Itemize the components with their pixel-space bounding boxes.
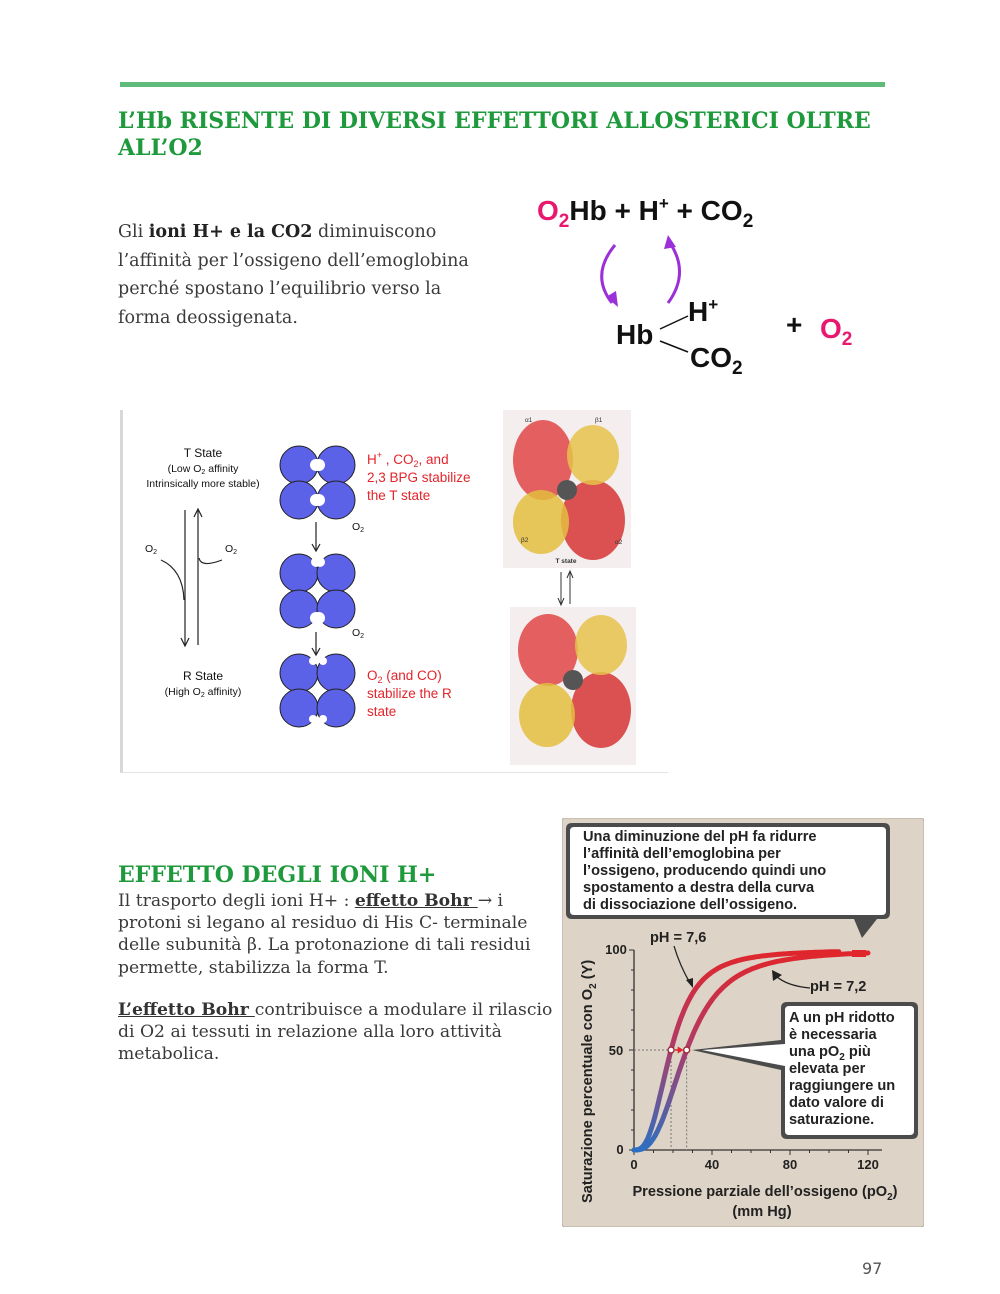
x-tick-label-120: 120 <box>857 1157 879 1172</box>
t-r-state-figure <box>120 410 668 773</box>
bohr-p1-suffix: → i protoni si legano al residuo di His C- terminale delle subunità β. La protonazione di tali residui permette, stabilizza la forma T. <box>118 891 531 978</box>
eq-plus: + <box>786 309 803 340</box>
eq-hb-h: Hb + H <box>569 195 659 226</box>
o2-right-label: O <box>224 543 234 555</box>
bohr-effect-chart <box>562 818 924 1227</box>
eq-arrow-up-icon <box>668 243 680 303</box>
effetto-bohr-link-2[interactable]: L’effetto Bohr <box>118 1000 255 1020</box>
x-tick-label-0: 0 <box>630 1157 638 1172</box>
eq-o2-o: O <box>537 195 559 226</box>
y-axis-label: Saturazione percentuale con O <box>580 988 596 1203</box>
eq-bound-h-plus: + <box>708 295 719 314</box>
p50-marker <box>668 1047 674 1053</box>
x-axis-label-sub: 2 <box>887 1192 893 1203</box>
t-low-pre: (Low O <box>167 463 202 475</box>
eq-o2-sub: 2 <box>558 211 570 232</box>
r-state-tetramer <box>280 654 355 727</box>
y-tick-label-50: 50 <box>608 1043 624 1058</box>
series-label-ph72: pH = 7,2 <box>810 979 867 995</box>
red-co2-sub: 2 <box>413 459 419 469</box>
series-label-ph76: pH = 7,6 <box>650 930 707 946</box>
callout-right-line5: raggiungere un <box>789 1078 896 1094</box>
svg-text:O2 <box>225 543 237 556</box>
eq-bound-co: CO <box>690 342 732 373</box>
t-caption: T state <box>555 558 577 565</box>
svg-text:O2 <box>352 521 364 534</box>
callout-right-sub: 2 <box>839 1052 845 1063</box>
svg-text:O2 <box>352 627 364 640</box>
t-state-binding-sites <box>310 459 325 506</box>
r-state-structure-image <box>510 607 636 765</box>
y-tick-label-100: 100 <box>605 942 627 957</box>
svg-text:CO2 <box>690 342 743 379</box>
step-arrows <box>312 522 320 655</box>
x-axis-label-end: ) <box>892 1184 898 1200</box>
o2-step2-sub: 2 <box>360 633 365 640</box>
bohr-section-title: EFFETTO DEGLI IONI H+ <box>118 862 437 888</box>
o2-step2-label: O <box>351 627 361 639</box>
t-r-state-svg <box>123 410 668 772</box>
svg-text:H+ , CO2, and <box>367 450 449 469</box>
y-axis-label-end: (Y) <box>580 959 596 984</box>
callout-right-line4: elevata per <box>789 1061 866 1077</box>
eq-bound-co2-sub: 2 <box>732 358 743 379</box>
section-title-line1: L’Hb RISENTE DI DIVERSI EFFETTORI ALLOSTERICI OLTRE <box>118 108 871 134</box>
bohr-paragraph-2 <box>118 999 558 1066</box>
svg-text:O2Hb + H+ + CO2 <box>537 194 753 232</box>
callout-right-line6: dato valore di <box>789 1095 884 1111</box>
y-axis-label-sub: 2 <box>588 983 599 989</box>
callout-right-line2: è necessaria <box>789 1027 877 1043</box>
intro-suffix: diminuiscono l’affinità per l’ossigeno dell’emoglobina perché spostano l’equilibrio verso la forma deossigenata. <box>118 222 469 328</box>
t-state-structure-image <box>503 410 631 568</box>
red-and-co-label: (and CO) <box>382 668 442 683</box>
effetto-bohr-link[interactable]: effetto Bohr <box>354 891 478 911</box>
alpha1-label: α1 <box>525 417 533 424</box>
red-and-label: , and <box>418 452 449 467</box>
eq-bound-h: H <box>688 296 709 327</box>
callout-right-line3: una pO <box>789 1044 840 1060</box>
callout-top-line4: spostamento a destra della curva <box>583 880 815 896</box>
red-stabilize-r-label: stabilize the R <box>367 686 452 701</box>
bohr-paragraph-1 <box>118 890 558 979</box>
red-bpg-label: 2,3 BPG stabilize <box>367 470 471 485</box>
beta1-label: β1 <box>595 417 603 424</box>
bohr-p2-suffix: contribuisce a modulare il rilascio di O2 ai tessuti in relazione alla loro attività metabolica. <box>118 1000 553 1065</box>
callout-right-line1: A un pH ridotto <box>789 1010 895 1026</box>
eq-deoxy-hb: Hb <box>616 319 654 350</box>
page-number: 97 <box>862 1259 883 1278</box>
x-tick-label-40: 40 <box>704 1157 720 1172</box>
x-axis-label: Pressione parziale dell’ossigeno (pO <box>632 1184 888 1200</box>
eq-arrowhead-up-icon <box>664 235 676 249</box>
eq-co: + CO <box>668 195 743 226</box>
eq-bond-h <box>660 316 688 329</box>
intro-prefix: Gli <box>118 222 149 242</box>
red-h-label: H <box>367 452 377 467</box>
r-high-post: affinity) <box>204 686 242 698</box>
eq-free-o: O <box>820 313 842 344</box>
p50-marker <box>684 1047 690 1053</box>
intro-bold: ioni H+ e la CO2 <box>148 222 313 242</box>
structure-equilibrium-arrows <box>558 571 573 605</box>
callout-top-line1: Una diminuzione del pH fa ridurre <box>583 829 817 845</box>
intro-paragraph <box>118 218 488 332</box>
svg-text:(Low O2 affinity <box>168 463 240 476</box>
o2-step1-label: O <box>351 521 361 533</box>
o2-left-label: O <box>144 543 154 555</box>
alpha2-label: α2 <box>615 539 623 546</box>
p50-markers <box>668 1047 690 1054</box>
o2-right-sub: 2 <box>233 549 238 556</box>
top-rule <box>120 82 885 87</box>
t-r-equilibrium-arrows <box>161 509 222 646</box>
svg-text:O2 (and CO) <box>367 668 442 685</box>
x-tick-label-80: 80 <box>782 1157 798 1172</box>
svg-text:O2 <box>820 313 852 350</box>
callout-top-line2: l’affinità dell’emoglobina per <box>583 846 781 862</box>
o2-step1-sub: 2 <box>360 527 365 534</box>
red-t-state-label: the T state <box>367 488 431 503</box>
y-tick-label-0: 0 <box>616 1142 624 1157</box>
x-axis-unit: (mm Hg) <box>732 1204 792 1220</box>
red-o2-sub: 2 <box>377 675 383 685</box>
red-h-plus: + <box>376 450 383 460</box>
callout-top-line5: di dissociazione dell’ossigeno. <box>583 897 798 913</box>
svg-text:O2 <box>145 543 157 556</box>
red-o2-label: O <box>367 668 378 683</box>
red-co-label: , CO <box>382 452 414 467</box>
t-stable-label: Intrinsically more stable) <box>146 478 260 490</box>
curve-end-cap <box>852 950 866 957</box>
section-title-line2: ALL’O2 <box>118 135 203 161</box>
t-low-post: affinity <box>205 463 239 475</box>
r-state-label: R State <box>182 669 224 683</box>
bohr-p1-prefix: Il trasporto degli ioni H+ : <box>118 891 355 911</box>
callout-right-line3-end: più <box>844 1044 871 1060</box>
t-low-sub: 2 <box>201 469 206 476</box>
svg-text:H+ <box>688 295 718 327</box>
eq-co2-sub: 2 <box>742 211 754 232</box>
callout-right-line7: saturazione. <box>789 1112 875 1128</box>
bohr-equilibrium-diagram <box>520 185 890 395</box>
eq-h-plus: + <box>658 194 669 213</box>
t-state-label: T State <box>183 446 223 460</box>
beta2-label: β2 <box>521 537 529 544</box>
r-high-pre: (High O <box>164 686 201 698</box>
section-title <box>118 108 878 162</box>
eq-bond-co2 <box>660 341 688 352</box>
eq-free-o2-sub: 2 <box>841 329 853 350</box>
svg-text:(High O2 affinity) <box>165 686 242 699</box>
o2-left-sub: 2 <box>153 549 158 556</box>
red-state-label: state <box>367 704 397 719</box>
t-state-tetramer <box>280 446 355 519</box>
r-high-sub: 2 <box>200 692 205 699</box>
callout-top-line3: l’ossigeno, producendo quindi uno <box>583 863 827 879</box>
